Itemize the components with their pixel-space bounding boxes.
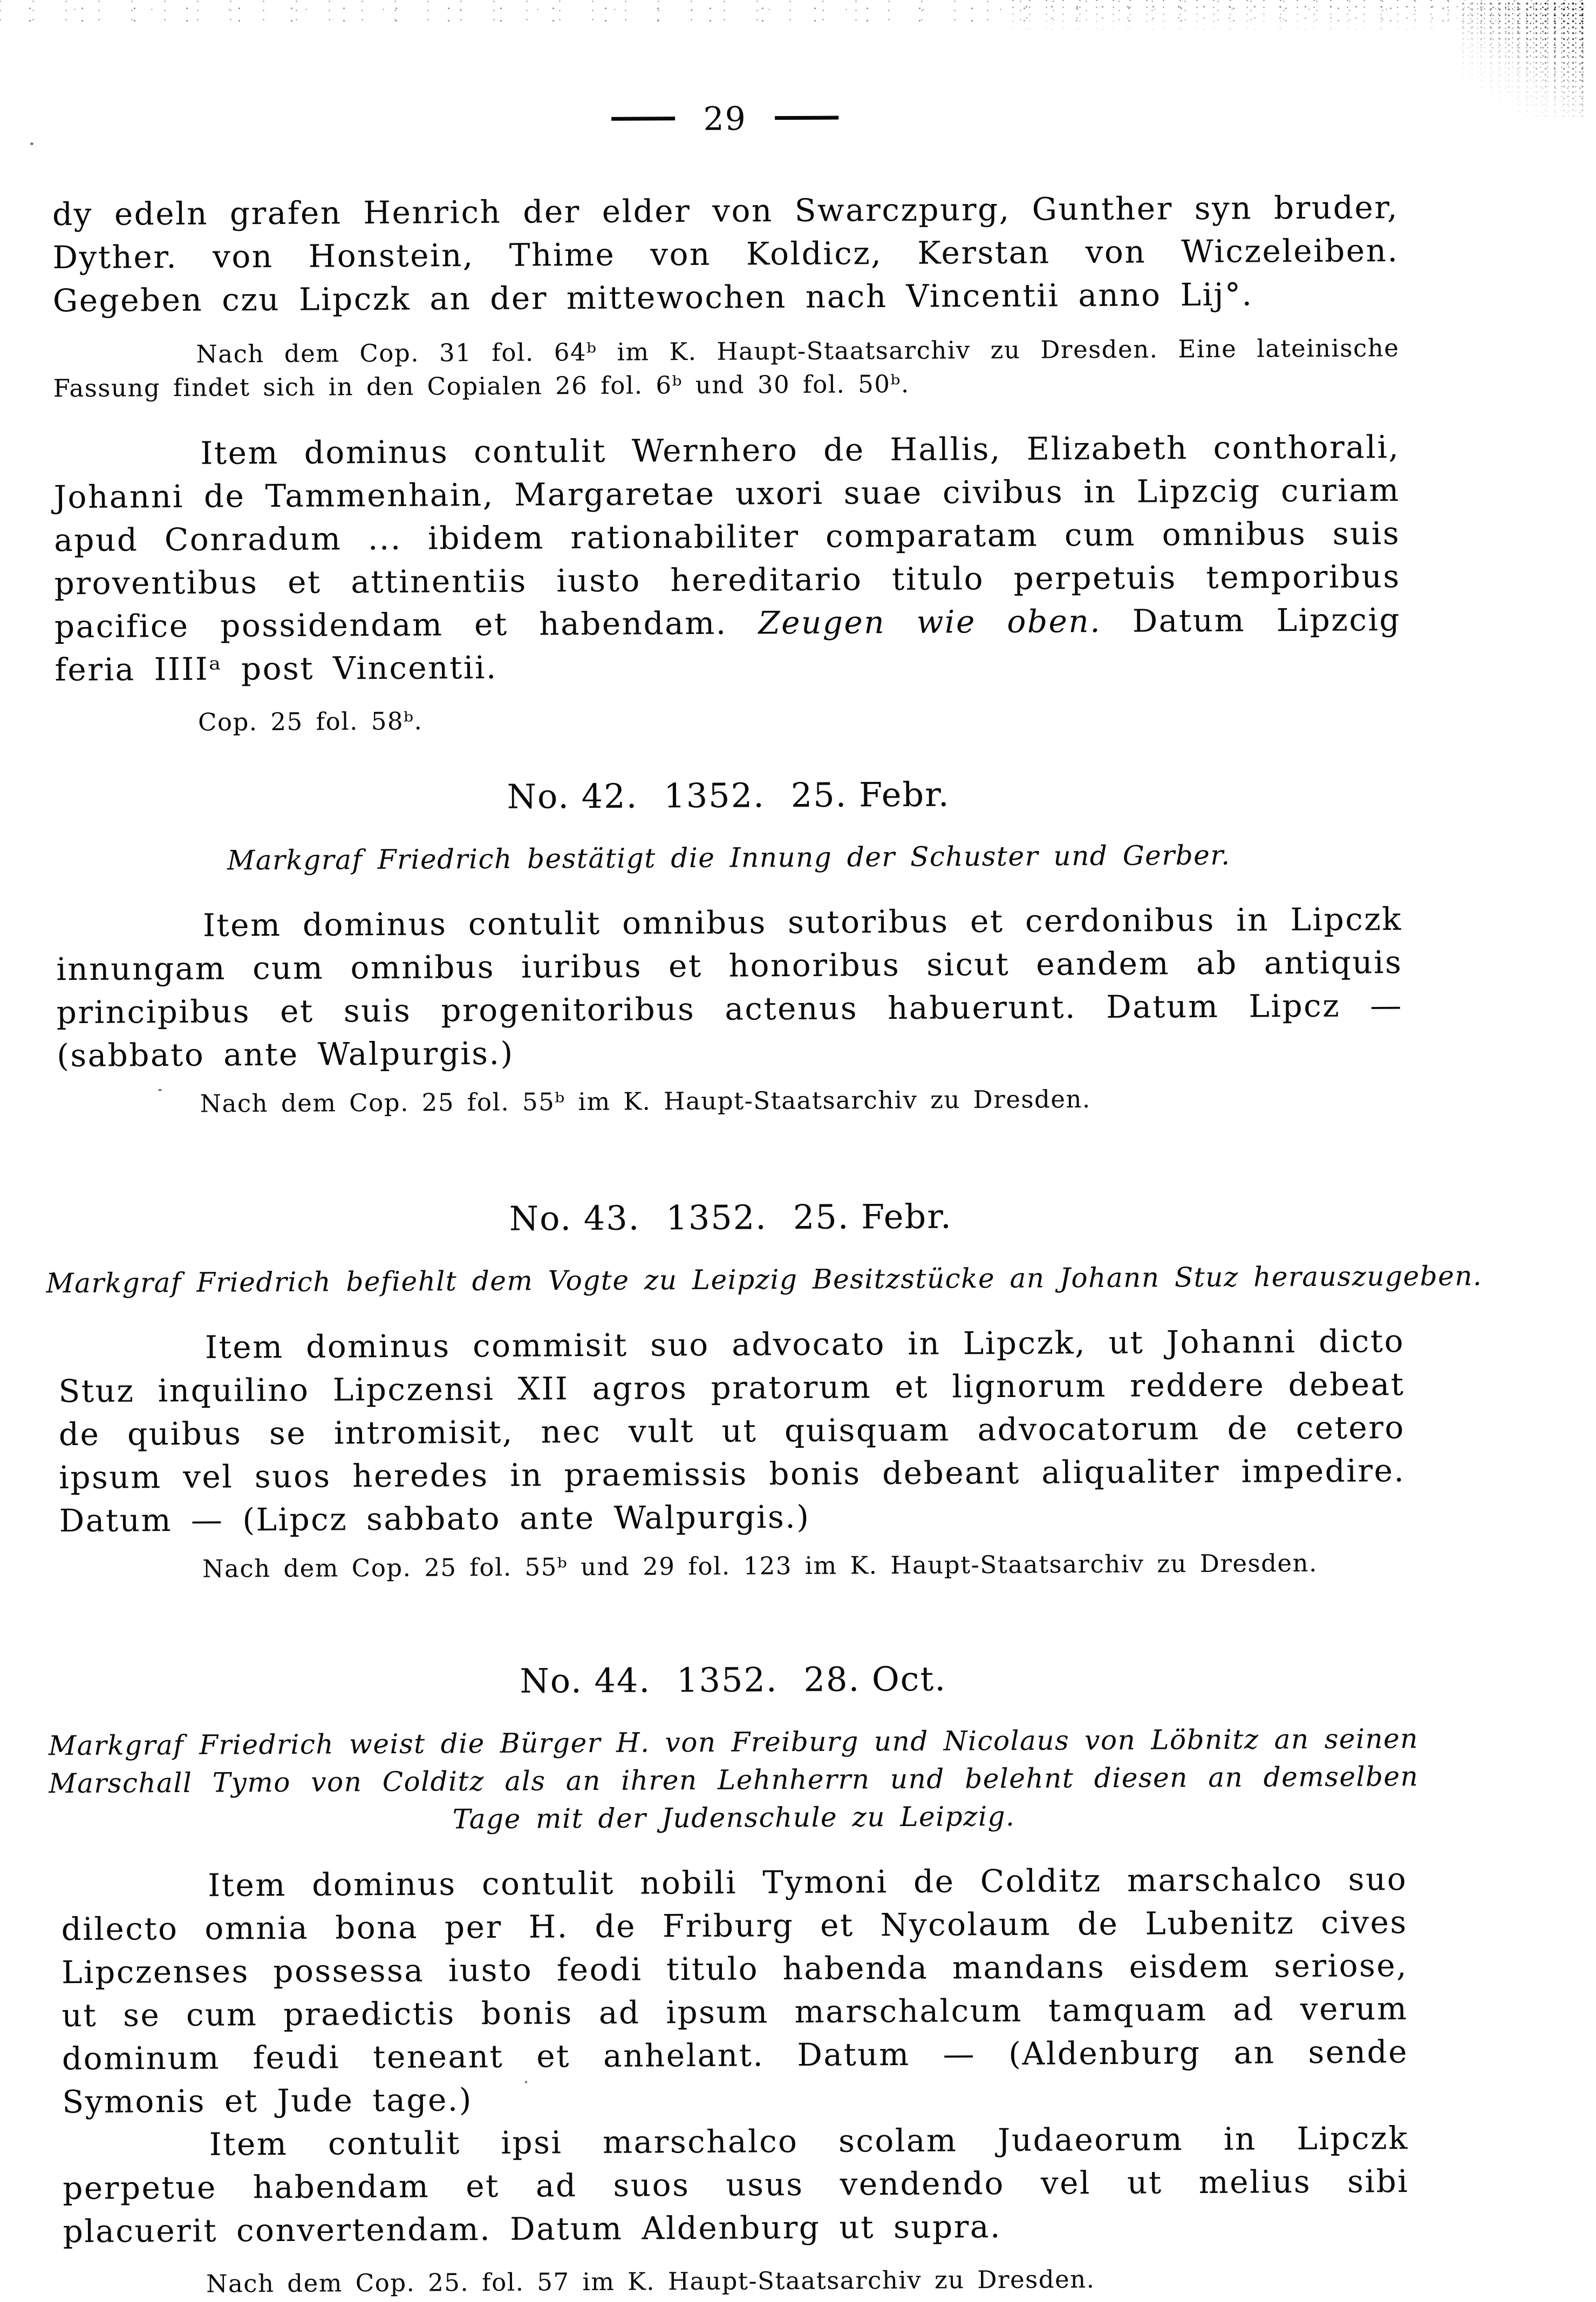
- page-header: [52, 97, 1398, 141]
- header-rule-right: [775, 115, 838, 120]
- entry-44-subtitle: Markgraf Friedrich weist die Bürger H. von Freiburg und Nicolaus von Löbnitz an seinen Marschall Tymo von Colditz als an ihren Lehnherrn und belehnt diesen an demselben Tage mit der Judenschule zu Leipzig.: [48, 1722, 1419, 1835]
- entry-43-day: 25. Febr.: [793, 1196, 952, 1237]
- entry-44: [48, 1658, 1419, 2301]
- entry-42-subtitle: Markgraf Friedrich bestätigt die Innung der Schuster und Gerber.: [227, 839, 1231, 876]
- entry-42-heading: [56, 773, 1402, 818]
- entry-43-heading: [58, 1195, 1404, 1240]
- entry-44-source-note: Nach dem Cop. 25. fol. 57 im K. Haupt-Staatsarchiv zu Dresden.: [206, 2265, 1095, 2298]
- entry-second-item: [53, 425, 1401, 740]
- header-rule-left: [611, 117, 675, 121]
- entry-42-year: 1352.: [664, 775, 765, 816]
- entry-43-number: No. 43.: [509, 1198, 640, 1238]
- entry-44-day: 28. Oct.: [803, 1659, 947, 1699]
- second-item-source-note: Cop. 25 fol. 58ᵇ.: [197, 706, 423, 737]
- page-number: 29: [703, 100, 747, 138]
- entry-43-paragraph: Item dominus commisit suo advocato in Lipczk, ut Johanni dicto Stuz inquilino Lipczensi XII agros pratorum et lignorum reddere debeat de quibus se intromisit, nec vult ut quisquam advocatorum de cetero ipsum vel suos heredes in praemissis bonis debeant aliqualiter impedire. Datum — (Lipcz sabbato ante Walpurgis.): [58, 1323, 1406, 1540]
- entry-42-paragraph: Item dominus contulit omnibus sutoribus et cerdonibus in Lipczk innungam cum omnibus iuribus et honoribus sicut eandem ab antiquis principibus et suis progenitoribus actenus habuerunt. Datum Lipcz — (sabbato ante Walpurgis.): [56, 901, 1403, 1074]
- entry-42-day: 25. Febr.: [790, 774, 950, 815]
- second-item-paragraph: Item dominus contulit Wernhero de Hallis, Elizabeth conthorali, Johanni de Tammenhain, Margaretae uxori suae civibus in Lipzcig curiam apud Conradum ... ibidem rationabiliter comparatam cum omnibus suis proventibus et attinentiis iusto hereditario titulo perpetuis temporibus pacifice possidendam et habendam. Zeugen wie oben. Datum Lipzcig feria IIIIᵃ post Vincentii.: [53, 428, 1401, 689]
- continuation-source-note: Nach dem Cop. 31 fol. 64ᵇ im K. Haupt-Staatsarchiv zu Dresden. Eine lateinische Fassung findet sich in den Copialen 26 fol. 6ᵇ und 30 fol. 50ᵇ.: [53, 333, 1400, 403]
- entry-44-year: 1352.: [676, 1660, 778, 1700]
- entry-44-paragraph-2: Item contulit ipsi marschalco scolam Judaeorum in Lipczk perpetue habendam et ad suos usus vendendo vel ut melius sibi placuerit convertendam. Datum Aldenburg ut supra.: [63, 2120, 1409, 2250]
- entry-43-subtitle: Markgraf Friedrich befiehlt dem Vogte zu Leipzig Besitzstücke an Johann Stuz herauszugeben.: [46, 1260, 1483, 1299]
- entry-42-number: No. 42.: [507, 776, 638, 816]
- entry-44-paragraph-1: Item dominus contulit nobili Tymoni de Colditz marschalco suo dilecto omnia bona per H. de Friburg et Nycolaum de Lubenitz cives Lipczenses possessa iusto feodi titulo habenda mandans eisdem seriose, ut se cum praedictis bonis ad ipsum marschalcum tamquam ad verum dominum feudi teneant et anhelant. Datum — (Aldenburg an sende Symonis et Jude tage.): [61, 1861, 1409, 2121]
- entry-44-heading: [60, 1658, 1406, 1702]
- continuation-paragraph: dy edeln grafen Henrich der elder von Swarczpurg, Gunther syn bruder, Dyther. von Honstein, Thime von Koldicz, Kerstan von Wiczeleiben. Gegeben czu Lipczk an der mittewochen nach Vincentii anno Lij°.: [52, 189, 1399, 319]
- entry-42: [56, 773, 1403, 1121]
- entry-43: [46, 1195, 1483, 1586]
- entry-43-year: 1352.: [666, 1197, 768, 1238]
- entry-43-source-note: Nach dem Cop. 25 fol. 55ᵇ und 29 fol. 123 im K. Haupt-Staatsarchiv zu Dresden.: [202, 1548, 1318, 1583]
- entry-continuation: [52, 186, 1400, 405]
- entry-42-source-note: Nach dem Cop. 25 fol. 55ᵇ im K. Haupt-Staatsarchiv zu Dresden.: [200, 1085, 1091, 1118]
- entry-44-number: No. 44.: [520, 1660, 651, 1701]
